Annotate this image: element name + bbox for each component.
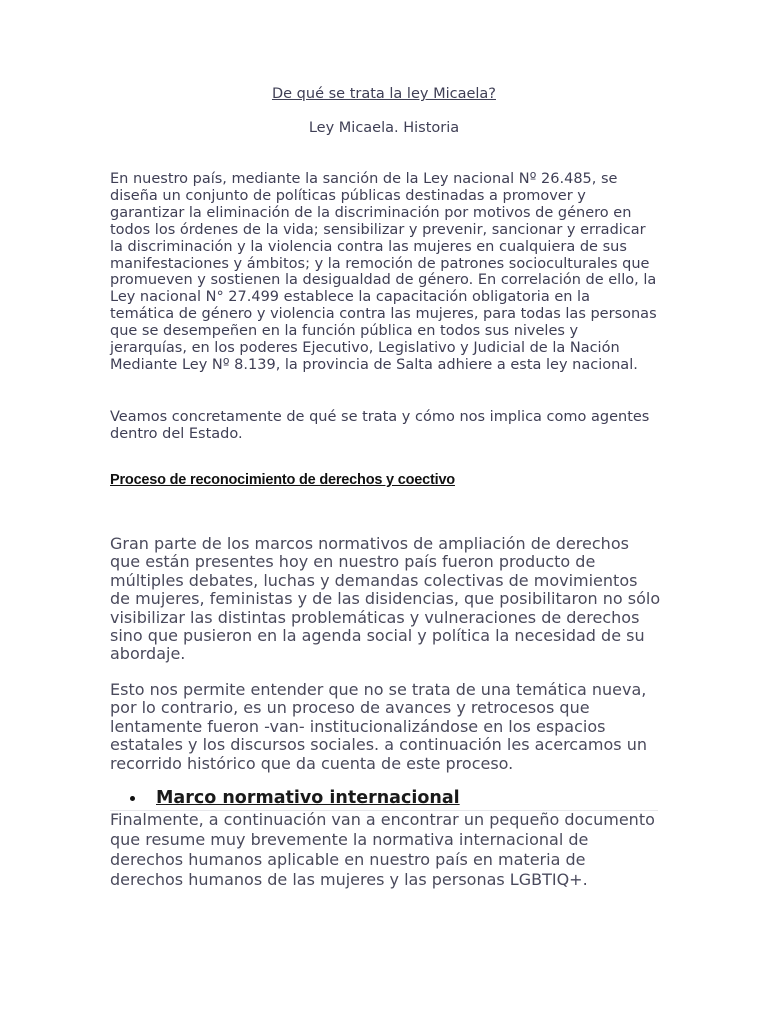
bullet-heading: Marco normativo internacional (156, 788, 460, 808)
document-title: De qué se trata la ley Micaela? (271, 86, 496, 102)
bullet-item (128, 788, 658, 810)
bullet-icon (130, 796, 135, 801)
section-heading: Proceso de reconocimiento de derechos y coectivo (110, 472, 455, 488)
document-subtitle: Ley Micaela. Historia (308, 120, 460, 136)
intro-paragraph: En nuestro país, mediante la sanción de la Ley nacional Nº 26.485, se diseña un conjunto de políticas públicas destinadas a promover y garantizar la eliminación de la discriminación por motivos de género en todos los órdenes de la vida; sensibilizar y prevenir, sancionar y erradicar la discriminación y la violencia contra las mujeres en cualquiera de sus manifestaciones y ámbitos; y la remoción de patrones socioculturales que promueven y sostienen la desigualdad de género. En correlación de ello, la Ley nacional N° 27.499 establece la capacitación obligatoria en la temática de género y violencia contra las mujeres, para todas las personas que se desempeñen en la función pública en todos sus niveles y jerarquías, en los poderes Ejecutivo, Legislativo y Judicial de la Nación Mediante Ley Nº 8.139, la provincia de Salta adhiere a esta ley nacional. (110, 171, 657, 373)
rights-paragraph: Gran parte de los marcos normativos de ampliación de derechos que están presentes hoy en nuestro país fueron producto de múltiples debates, luchas y demandas colectivas de movimientos de mujeres, feministas y de las disidencias, que posibilitaron no sólo visibilizar las distintas problemáticas y vulneraciones de derechos sino que pusieron en la agenda social y política la necesidad de su abordaje. (110, 534, 661, 664)
implication-paragraph: Veamos concretamente de qué se trata y cómo nos implica como agentes dentro del Estado. (110, 409, 650, 442)
process-paragraph: Esto nos permite entender que no se trata de una temática nueva, por lo contrario, es un proceso de avances y retrocesos que lentamente fueron -van- institucionalizándose en los espacios estatales y los discursos sociales. a continuación les acercamos un recorrido histórico que da cuenta de este proceso. (110, 680, 647, 773)
closing-paragraph: Finalmente, a continuación van a encontrar un pequeño documento que resume muy brevemente la normativa internacional de derechos humanos aplicable en nuestro país en materia de derechos humanos de las mujeres y las personas LGBTIQ+. (110, 810, 655, 889)
